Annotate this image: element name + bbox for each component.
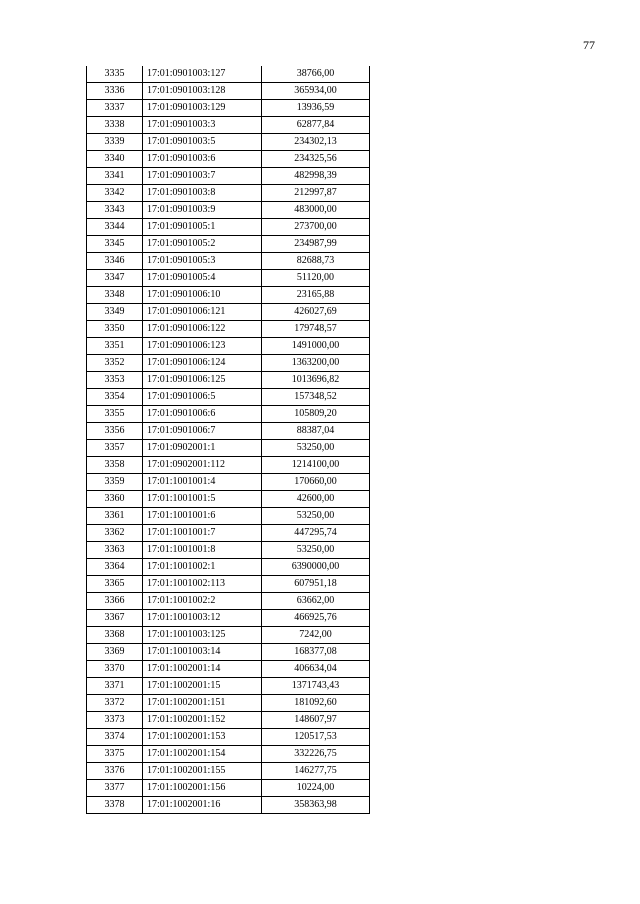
table-row [87,542,370,559]
row-number-cell: 3342 [87,185,143,202]
cadastral-number-cell: 17:01:0901006:7 [143,423,262,440]
row-number-cell: 3338 [87,117,143,134]
row-number-cell: 3364 [87,559,143,576]
row-number-cell: 3340 [87,151,143,168]
value-cell: 51120,00 [262,270,370,287]
row-number-cell: 3344 [87,219,143,236]
row-number-cell: 3362 [87,525,143,542]
row-number-cell: 3377 [87,780,143,797]
cadastral-number-cell: 17:01:0901005:4 [143,270,262,287]
cadastral-number-cell: 17:01:1001001:7 [143,525,262,542]
table-row [87,576,370,593]
row-number-cell: 3359 [87,474,143,491]
cadastral-number-cell: 17:01:0901006:121 [143,304,262,321]
value-cell: 234987,99 [262,236,370,253]
row-number-cell: 3336 [87,83,143,100]
row-number-cell: 3354 [87,389,143,406]
cadastral-number-cell: 17:01:0902001:1 [143,440,262,457]
cadastral-number-cell: 17:01:1002001:151 [143,695,262,712]
value-cell: 146277,75 [262,763,370,780]
cadastral-number-cell: 17:01:0901006:10 [143,287,262,304]
page-number: 77 [583,38,595,52]
cadastral-number-cell: 17:01:0901003:6 [143,151,262,168]
row-number-cell: 3347 [87,270,143,287]
cadastral-number-cell: 17:01:0901005:2 [143,236,262,253]
row-number-cell: 3346 [87,253,143,270]
cadastral-number-cell: 17:01:1001003:14 [143,644,262,661]
row-number-cell: 3376 [87,763,143,780]
row-number-cell: 3365 [87,576,143,593]
row-number-cell: 3369 [87,644,143,661]
value-cell: 53250,00 [262,440,370,457]
value-cell: 53250,00 [262,542,370,559]
table-row [87,491,370,508]
value-cell: 607951,18 [262,576,370,593]
value-cell: 1013696,82 [262,372,370,389]
value-cell: 482998,39 [262,168,370,185]
table-row [87,780,370,797]
table-row [87,406,370,423]
row-number-cell: 3373 [87,712,143,729]
row-number-cell: 3371 [87,678,143,695]
value-cell: 1371743,43 [262,678,370,695]
row-number-cell: 3339 [87,134,143,151]
cadastral-number-cell: 17:01:1002001:153 [143,729,262,746]
cadastral-number-cell: 17:01:1002001:14 [143,661,262,678]
table-row [87,185,370,202]
row-number-cell: 3335 [87,66,143,83]
table-row [87,525,370,542]
value-cell: 466925,76 [262,610,370,627]
cadastral-number-cell: 17:01:0901003:129 [143,100,262,117]
value-cell: 406634,04 [262,661,370,678]
row-number-cell: 3355 [87,406,143,423]
cadastral-number-cell: 17:01:1001001:5 [143,491,262,508]
row-number-cell: 3372 [87,695,143,712]
cadastral-number-cell: 17:01:1001001:6 [143,508,262,525]
value-cell: 212997,87 [262,185,370,202]
table-row [87,270,370,287]
cadastral-number-cell: 17:01:1001003:12 [143,610,262,627]
table-row [87,508,370,525]
table-row [87,763,370,780]
value-cell: 105809,20 [262,406,370,423]
value-cell: 365934,00 [262,83,370,100]
table-row [87,661,370,678]
table-row [87,253,370,270]
row-number-cell: 3337 [87,100,143,117]
row-number-cell: 3378 [87,797,143,814]
row-number-cell: 3356 [87,423,143,440]
value-cell: 53250,00 [262,508,370,525]
value-cell: 234325,56 [262,151,370,168]
table-row [87,746,370,763]
value-cell: 181092,60 [262,695,370,712]
table-row [87,355,370,372]
value-cell: 179748,57 [262,321,370,338]
cadastral-number-cell: 17:01:1001002:113 [143,576,262,593]
value-cell: 82688,73 [262,253,370,270]
cadastral-number-cell: 17:01:0901006:123 [143,338,262,355]
table-row [87,423,370,440]
row-number-cell: 3363 [87,542,143,559]
cadastral-number-cell: 17:01:0901003:5 [143,134,262,151]
cadastral-number-cell: 17:01:0901006:124 [143,355,262,372]
value-cell: 168377,08 [262,644,370,661]
cadastral-number-cell: 17:01:1002001:154 [143,746,262,763]
cadastral-number-cell: 17:01:1002001:15 [143,678,262,695]
value-cell: 358363,98 [262,797,370,814]
cadastral-number-cell: 17:01:0901003:127 [143,66,262,83]
row-number-cell: 3357 [87,440,143,457]
table-row [87,321,370,338]
value-cell: 88387,04 [262,423,370,440]
cadastral-number-cell: 17:01:0902001:112 [143,457,262,474]
value-cell: 273700,00 [262,219,370,236]
table-row [87,644,370,661]
table-row [87,627,370,644]
cadastral-number-cell: 17:01:0901003:8 [143,185,262,202]
row-number-cell: 3343 [87,202,143,219]
value-cell: 148607,97 [262,712,370,729]
table-row [87,610,370,627]
row-number-cell: 3367 [87,610,143,627]
cadastral-number-cell: 17:01:0901005:1 [143,219,262,236]
row-number-cell: 3358 [87,457,143,474]
row-number-cell: 3350 [87,321,143,338]
cadastral-number-cell: 17:01:1002001:152 [143,712,262,729]
value-cell: 483000,00 [262,202,370,219]
cadastral-number-cell: 17:01:1002001:16 [143,797,262,814]
table-row [87,219,370,236]
cadastral-number-cell: 17:01:1002001:156 [143,780,262,797]
value-cell: 157348,52 [262,389,370,406]
value-cell: 447295,74 [262,525,370,542]
cadastral-number-cell: 17:01:0901003:128 [143,83,262,100]
row-number-cell: 3360 [87,491,143,508]
cadastral-number-cell: 17:01:0901006:6 [143,406,262,423]
table-row [87,440,370,457]
cadastral-number-cell: 17:01:0901006:5 [143,389,262,406]
table-row [87,83,370,100]
row-number-cell: 3374 [87,729,143,746]
cadastral-number-cell: 17:01:0901003:7 [143,168,262,185]
value-cell: 1214100,00 [262,457,370,474]
table-row [87,729,370,746]
table-row [87,134,370,151]
value-cell: 120517,53 [262,729,370,746]
table-row [87,287,370,304]
cadastral-number-cell: 17:01:1001001:8 [143,542,262,559]
table-row [87,474,370,491]
table-row [87,202,370,219]
table-row [87,66,370,83]
cadastral-number-cell: 17:01:1001002:1 [143,559,262,576]
value-cell: 6390000,00 [262,559,370,576]
row-number-cell: 3345 [87,236,143,253]
value-cell: 332226,75 [262,746,370,763]
table-row [87,678,370,695]
table-row [87,236,370,253]
value-cell: 13936,59 [262,100,370,117]
cadastral-number-cell: 17:01:0901003:3 [143,117,262,134]
value-cell: 38766,00 [262,66,370,83]
table-row [87,559,370,576]
table-row [87,389,370,406]
value-cell: 1363200,00 [262,355,370,372]
value-cell: 23165,88 [262,287,370,304]
table-row [87,338,370,355]
cadastral-number-cell: 17:01:0901006:125 [143,372,262,389]
cadastral-number-cell: 17:01:0901005:3 [143,253,262,270]
table-row [87,712,370,729]
value-cell: 62877,84 [262,117,370,134]
value-cell: 42600,00 [262,491,370,508]
row-number-cell: 3353 [87,372,143,389]
value-cell: 1491000,00 [262,338,370,355]
table-row [87,100,370,117]
row-number-cell: 3361 [87,508,143,525]
row-number-cell: 3368 [87,627,143,644]
cadastral-number-cell: 17:01:0901006:122 [143,321,262,338]
table-row [87,695,370,712]
table-row [87,457,370,474]
table-body [87,66,370,814]
cadastral-number-cell: 17:01:1001003:125 [143,627,262,644]
row-number-cell: 3341 [87,168,143,185]
row-number-cell: 3352 [87,355,143,372]
table-row [87,168,370,185]
value-cell: 10224,00 [262,780,370,797]
row-number-cell: 3348 [87,287,143,304]
cadastral-number-cell: 17:01:1001001:4 [143,474,262,491]
value-cell: 63662,00 [262,593,370,610]
table-row [87,117,370,134]
value-cell: 170660,00 [262,474,370,491]
row-number-cell: 3351 [87,338,143,355]
value-cell: 7242,00 [262,627,370,644]
cadastral-number-cell: 17:01:0901003:9 [143,202,262,219]
table-row [87,593,370,610]
row-number-cell: 3349 [87,304,143,321]
table-row [87,797,370,814]
table-row [87,372,370,389]
cadastral-number-cell: 17:01:1002001:155 [143,763,262,780]
value-cell: 426027,69 [262,304,370,321]
cadastral-value-table [86,66,370,814]
table-row [87,151,370,168]
row-number-cell: 3366 [87,593,143,610]
table-row [87,304,370,321]
value-cell: 234302,13 [262,134,370,151]
row-number-cell: 3370 [87,661,143,678]
cadastral-number-cell: 17:01:1001002:2 [143,593,262,610]
row-number-cell: 3375 [87,746,143,763]
